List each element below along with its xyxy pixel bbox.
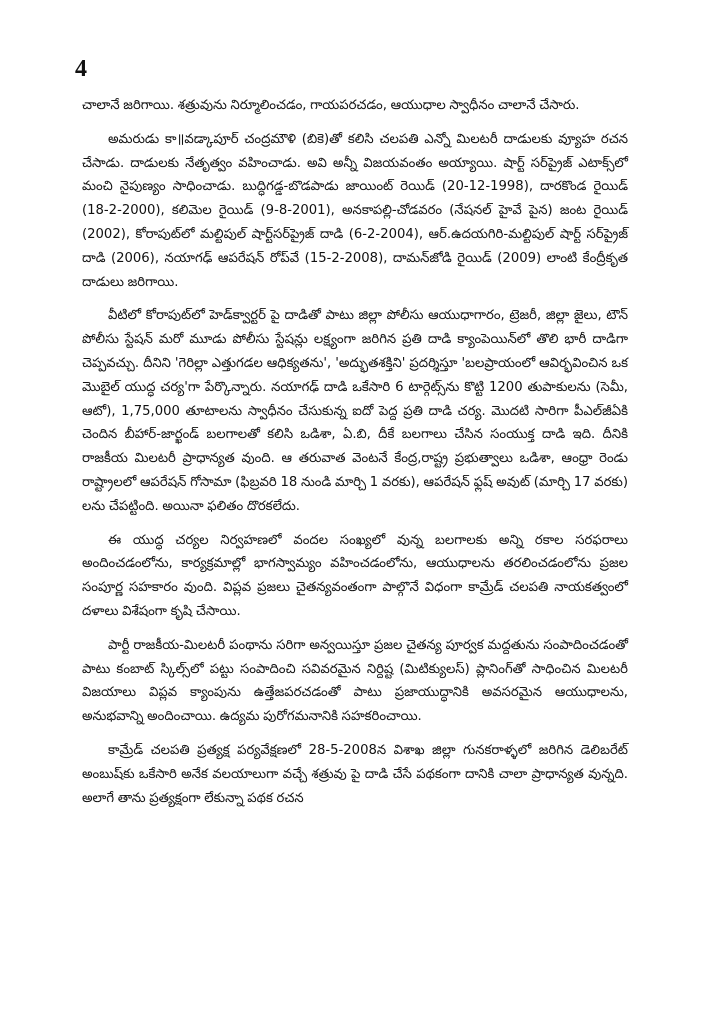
page-number: 4 (75, 56, 87, 82)
body-text (82, 94, 628, 820)
paragraph-continuation: చాలానే జరిగాయి. శత్రువును నిర్మూలించడం, గాయపరచడం, ఆయుధాల స్వాధీనం చాలానే చేసారు. (82, 98, 580, 113)
paragraph-koraput-raid: వీటిలో కోరాపుట్‌లో హెడ్‌క్వార్టర్ పై దాడితో పాటు జిల్లా పోలీసు ఆయుధాగారం, ట్రెజరీ, జిల్లా జైలు, టౌన్ పోలీసు స్టేషన్ మరో మూడు పోలీసు స్టేషన్లు లక్ష్యంగా జరిగిన ప్రతి దాడి క్యాంపెయిన్‌లో తొలి భారీ దాడిగా చెప్పవచ్చు. దీనిని 'గెరిల్లా ఎత్తుగడల ఆధిక్యతను', 'అద్భుతశక్తిని' ప్రదర్శిస్తూ 'బలప్రాయంలో ఆవిర్భవించిన ఒక మొబైల్ యుద్ధ చర్య'గా పేర్కొన్నారు. నయాగఢ్ దాడి ఒకేసారి 6 టార్గెట్స్‌ను కొట్టి 1200 తుపాకులను (సెమీ, ఆటో), 1,75,000 తూటాలను స్వాధీనం చేసుకున్న ఐదో పెద్ద ప్రతి దాడి చర్య. మొదటి సారిగా పీఎల్‌జీఏకి చెందిన బీహార్-జార్ఖండ్ బలగాలతో కలిసి ఒడిశా, ఏ.బి, దీకే బలగాలు చేసిన సంయుక్త దాడి ఇది. దీనికి రాజకీయ మిలటరీ ప్రాధాన్యత వుంది. ఆ తరువాత వెంటనే కేంద్ర,రాష్ట్ర ప్రభుత్వాలు ఒడిశా, ఆంధ్రా రెండు రాష్ట్రాలలో ఆపరేషన్ గోసామా (ఫిబ్రవరి 18 నుండి మార్చి 1 వరకు), ఆపరేషన్ ఫ్లష్ అవుట్ (మార్చి 17 వరకు) లను చేపట్టింది. అయినా ఫలితం దొరకలేదు. (82, 308, 628, 514)
paragraph-military-attacks: అమరుడు కా॥వడ్కాపూర్ చంద్రమౌళి (బికె)తో కలిసి చలపతి ఎన్నో మిలటరీ దాడులకు వ్యూహ రచన చేసాడు. దాడులకు నేతృత్వం వహించాడు. అవి అన్నీ విజయవంతం అయ్యాయి. షార్ట్ సర్‌ప్రైజ్ ఎటాక్స్‌లో మంచి నైపుణ్యం సాధించాడు. బుద్ధిగడ్డ-బొడపాడు జాయింట్ రెయిడ్ (20-12-1998), దారకొండ రైయిడ్ (18-2-2000), కలిమెల రైయిడ్ (9-8-2001), అనకాపల్లి-చోడవరం (నేషనల్ హైవే పైన) జంట రైయిడ్ (2002), కోరాపుట్‌లో మల్టిపుల్ షార్ట్‌సర్‌ప్రైజ్ దాడి (6-2-2004), ఆర్.ఉదయగిరి-మల్టిపుల్ షార్ట్ సర్‌ప్రైజ్ దాడి (2006), నయాగఢ్ ఆపరేషన్ రోప్‌వే (15-2-2008), దామన్‌జోడి రైయిడ్ (2009) లాంటి కేంద్రీకృత దాడులు జరిగాయి. (82, 131, 628, 290)
paragraph-party-line: పార్టీ రాజకీయ-మిలటరీ పంథాను సరిగా అన్వయిస్తూ ప్రజల చైతన్య పూర్వక మద్దతును సంపాదించడంతో పాటు కంబాట్ స్కిల్స్‌లో పట్టు సంపాదించి సవివరమైన నిర్దిష్ట (మిటిక్యులస్) ప్లానింగ్‌తో సాధించిన మిలటరీ విజయాలు విప్లవ క్యాంపును ఉత్తేజపరచడంతో పాటు ప్రజాయుద్ధానికి అవసరమైన ఆయుధాలను, అనుభవాన్ని అందించాయి. ఉద్యమ పురోగమనానికి సహకరించాయి. (82, 637, 628, 725)
paragraph-ambush: కామ్రేడ్ చలపతి ప్రత్యక్ష పర్యవేక్షణలో 28-5-2008న విశాఖ జిల్లా గునకరాళ్ళలో జరిగిన డెలిబరేట్ అంబుష్‌కు ఒకేసారి అనేక వలయాలుగా వచ్చే శత్రువు పై దాడి చేసే పథకంగా దానికి చాలా ప్రాధాన్యత వున్నది. అలాగే తాను ప్రత్యక్షంగా లేకున్నా పథక రచన (82, 742, 628, 806)
paragraph-people-support: ఈ యుద్ధ చర్యల నిర్వహణలో వందల సంఖ్యలో వున్న బలగాలకు అన్ని రకాల సరఫరాలు అందించడంలోను, కార్యక్రమాల్లో భాగస్వామ్యం వహించడంలోను, ఆయుధాలను తరలించడంలోను ప్రజల సంపూర్ణ సహకారం వుంది. విప్లవ ప్రజలు చైతన్యవంతంగా పాల్గొనే విధంగా కామ్రేడ్ చలపతి నాయకత్వంలో దళాలు విశేషంగా కృషి చేసాయి. (82, 532, 628, 619)
